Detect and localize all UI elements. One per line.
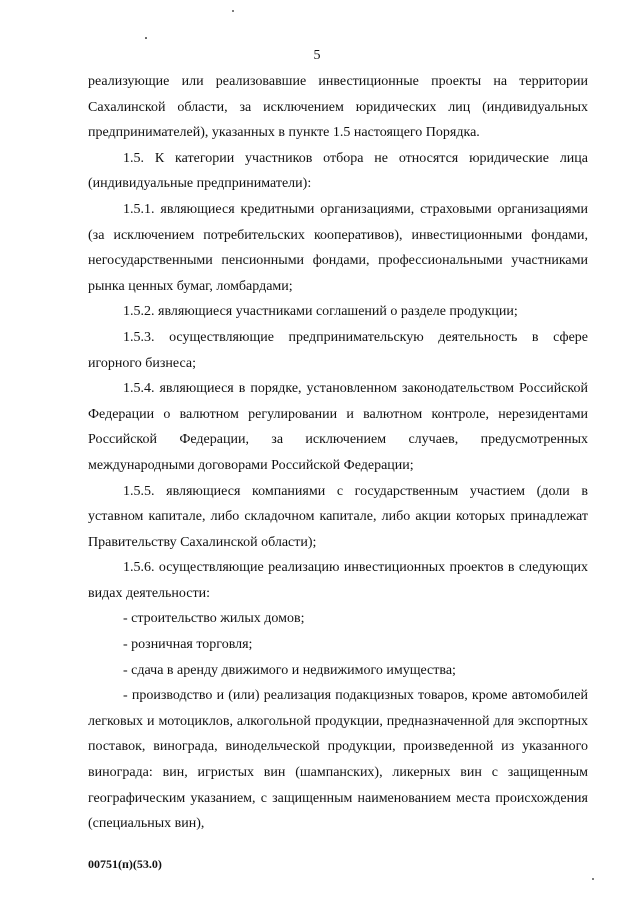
scan-speck (145, 37, 147, 39)
paragraph: 1.5.1. являющиеся кредитными организациями, страховыми организациями (за исключением потребительских кооперативов), инвестиционными фондами, негосударственными пенсионными фондами, профессиональными участниками рынка ценных бумаг, ломбардами; (88, 201, 588, 294)
paragraph: 1.5. К категории участников отбора не относятся юридические лица (индивидуальные предприниматели): (88, 150, 588, 192)
page-number: 5 (313, 48, 321, 63)
document-code: 00751(п)(53.0) (88, 857, 162, 871)
list-item: - розничная торговля; (123, 637, 253, 653)
list-item: - производство и (или) реализация подакцизных товаров, кроме автомобилей легковых и мотоциклов, алкогольной продукции, предназначенной для экспортных поставок, винограда, винодельческой продукции, произведенной из указанного винограда: вин, игристых вин (шампанских), ликерных вин с защищенным географическим указанием, с защищенным наименованием места происхождения (специальных вин), (88, 688, 588, 832)
list-item: - сдача в аренду движимого и недвижимого имущества; (123, 662, 456, 678)
document-body (88, 69, 588, 837)
paragraph: 1.5.5. являющиеся компаниями с государственным участием (доли в уставном капитале, либо складочном капитале, либо акции которых принадлежат Правительству Сахалинской области); (88, 483, 588, 550)
list-item: - строительство жилых домов; (123, 611, 305, 627)
paragraph: 1.5.3. осуществляющие предпринимательскую деятельность в сфере игорного бизнеса; (88, 329, 588, 371)
paragraph: 1.5.4. являющиеся в порядке, установленном законодательством Российской Федерации о валютном регулировании и валютном контроле, нерезидентами Российской Федерации, за исключением случаев, предусмотренных международными договорами Российской Федерации; (88, 381, 588, 473)
paragraph: 1.5.2. являющиеся участниками соглашений о разделе продукции; (123, 304, 518, 320)
scan-speck (592, 878, 594, 880)
paragraph: 1.5.6. осуществляющие реализацию инвестиционных проектов в следующих видах деятельности: (88, 560, 588, 601)
scan-speck (232, 10, 234, 12)
paragraph: реализующие или реализовавшие инвестиционные проекты на территории Сахалинской области, за исключением юридических лиц (индивидуальных предпринимателей), указанных в пункте 1.5 настоящего Порядка. (88, 74, 588, 141)
